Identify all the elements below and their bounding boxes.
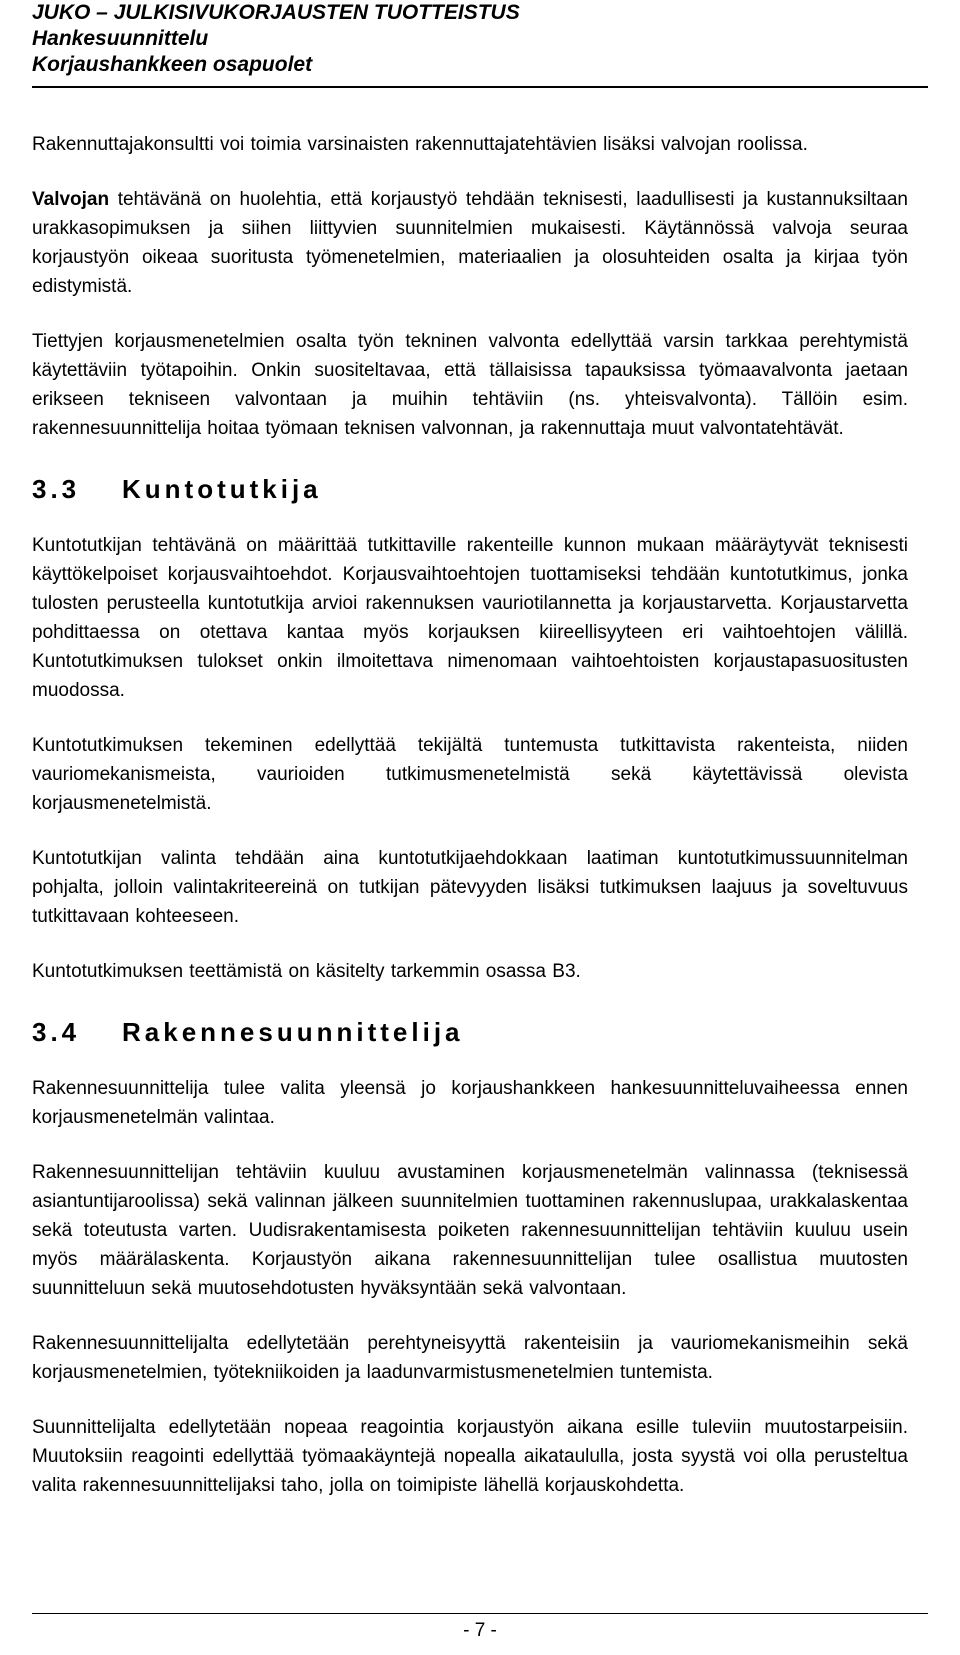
section-number: 3.4 xyxy=(32,1017,81,1047)
section-heading xyxy=(32,469,908,509)
paragraph: Rakennesuunnittelija tulee valita yleensä jo korjaushankkeen hankesuunnitteluvaiheessa ennen korjausmenetelmän valintaa. xyxy=(32,1078,908,1128)
paragraph: Kuntotutkimuksen tekeminen edellyttää tekijältä tuntemusta tutkittavista rakenteista, niiden vauriomekanismeista, vaurioiden tutkimusmenetelmistä sekä käytettävissä olevista korjausmenetelmistä. xyxy=(32,735,908,814)
paragraph: Suunnittelijalta edellytetään nopeaa reagointia korjaustyön aikana esille tuleviin muutostarpeisiin. Muutoksiin reagointi edellyttää työmaakäyntejä nopealla aikataululla, josta syystä voi olla perusteltua valita rakennesuunnittelijaksi taho, jolla on toimipiste lähellä korjauskohdetta. xyxy=(32,1417,908,1496)
page-content xyxy=(32,130,908,1500)
paragraph: Kuntotutkijan tehtävänä on määrittää tutkittaville rakenteille kunnon mukaan määräytyvät teknisesti käyttökelpoiset korjausvaihtoehdot. Korjausvaihtoehtojen tuottamiseksi tehdään kuntotutkimus, jonka tulosten perusteella kuntotutkija arvioi rakennuksen vauriotilannetta ja korjaustarvetta. Korjaustarvetta pohdittaessa on otettava kantaa myös korjauksen kiireellisyyteen eri vaihtoehtojen välillä. Kuntotutkimuksen tulokset onkin ilmoitettava nimenomaan vaihtoehtoisten korjaustapasuositusten muodossa. xyxy=(32,535,908,701)
section-title: Rakennesuunnittelija xyxy=(122,1017,464,1047)
paragraph: Kuntotutkijan valinta tehdään aina kuntotutkijaehdokkaan laatiman kuntotutkimussuunnitelman pohjalta, jolloin valintakriteereinä on tutkijan pätevyyden lisäksi tutkimuksen laajuus ja soveltuvuus tutkittavaan kohteeseen. xyxy=(32,848,908,927)
paragraph: Rakennuttajakonsultti voi toimia varsinaisten rakennuttajatehtävien lisäksi valvojan roolissa. xyxy=(32,134,808,155)
running-header xyxy=(32,0,520,78)
section-title: Kuntotutkija xyxy=(122,474,322,504)
bold-term: Valvojan xyxy=(32,189,110,210)
section-heading xyxy=(32,1012,908,1052)
header-rule xyxy=(32,86,928,88)
paragraph xyxy=(32,185,908,301)
paragraph: Kuntotutkimuksen teettämistä on käsitelty tarkemmin osassa B3. xyxy=(32,961,581,982)
page-number: - 7 - xyxy=(463,1620,497,1641)
paragraph: Rakennesuunnittelijalta edellytetään perehtyneisyyttä rakenteisiin ja vauriomekanismeihin sekä korjausmenetelmien, työtekniikoiden ja laadunvarmistusmenetelmien tuntemista. xyxy=(32,1333,908,1383)
footer-rule xyxy=(32,1613,928,1614)
paragraph: Tiettyjen korjausmenetelmien osalta työn tekninen valvonta edellyttää varsin tarkkaa perehtymistä käytettäviin työtapoihin. Onkin suositeltavaa, että tällaisissa tapauksissa työmaavalvonta jaetaan erikseen tekniseen valvontaan ja muihin tehtäviin (ns. yhteisvalvonta). Tällöin esim. rakennesuunnittelija hoitaa työmaan teknisen valvonnan, ja rakennuttaja muut valvontatehtävät. xyxy=(32,331,908,439)
header-project-title: JUKO – JULKISIVUKORJAUSTEN TUOTTEISTUS xyxy=(32,1,520,24)
paragraph: Rakennesuunnittelijan tehtäviin kuuluu avustaminen korjausmenetelmän valinnassa (teknisessä asiantuntijaroolissa) sekä valinnan jälkeen suunnitelmien tuottaminen rakennuslupaa, urakkalaskentaa sekä toteutusta varten. Uudisrakentamisesta poiketen rakennesuunnittelijan tehtäviin kuuluu usein myös määrälaskenta. Korjaustyön aikana rakennesuunnittelijan tulee osallistua muutosten suunnitteluun sekä muutosehdotusten hyväksyntään sekä valvontaan. xyxy=(32,1162,908,1299)
paragraph-text: tehtävänä on huolehtia, että korjaustyö tehdään teknisesti, laadullisesti ja kustannuksiltaan urakkasopimuksen ja siihen liittyvien suunnitelmien mukaisesti. Käytännössä valvoja seuraa korjaustyön oikeaa suoritusta työmenetelmien, materiaalien ja olosuhteiden osalta ja kirjaa työn edistymistä. xyxy=(32,189,908,297)
section-number: 3.3 xyxy=(32,474,81,504)
header-chapter-title: Korjaushankkeen osapuolet xyxy=(32,53,313,76)
header-part-title: Hankesuunnittelu xyxy=(32,27,209,50)
